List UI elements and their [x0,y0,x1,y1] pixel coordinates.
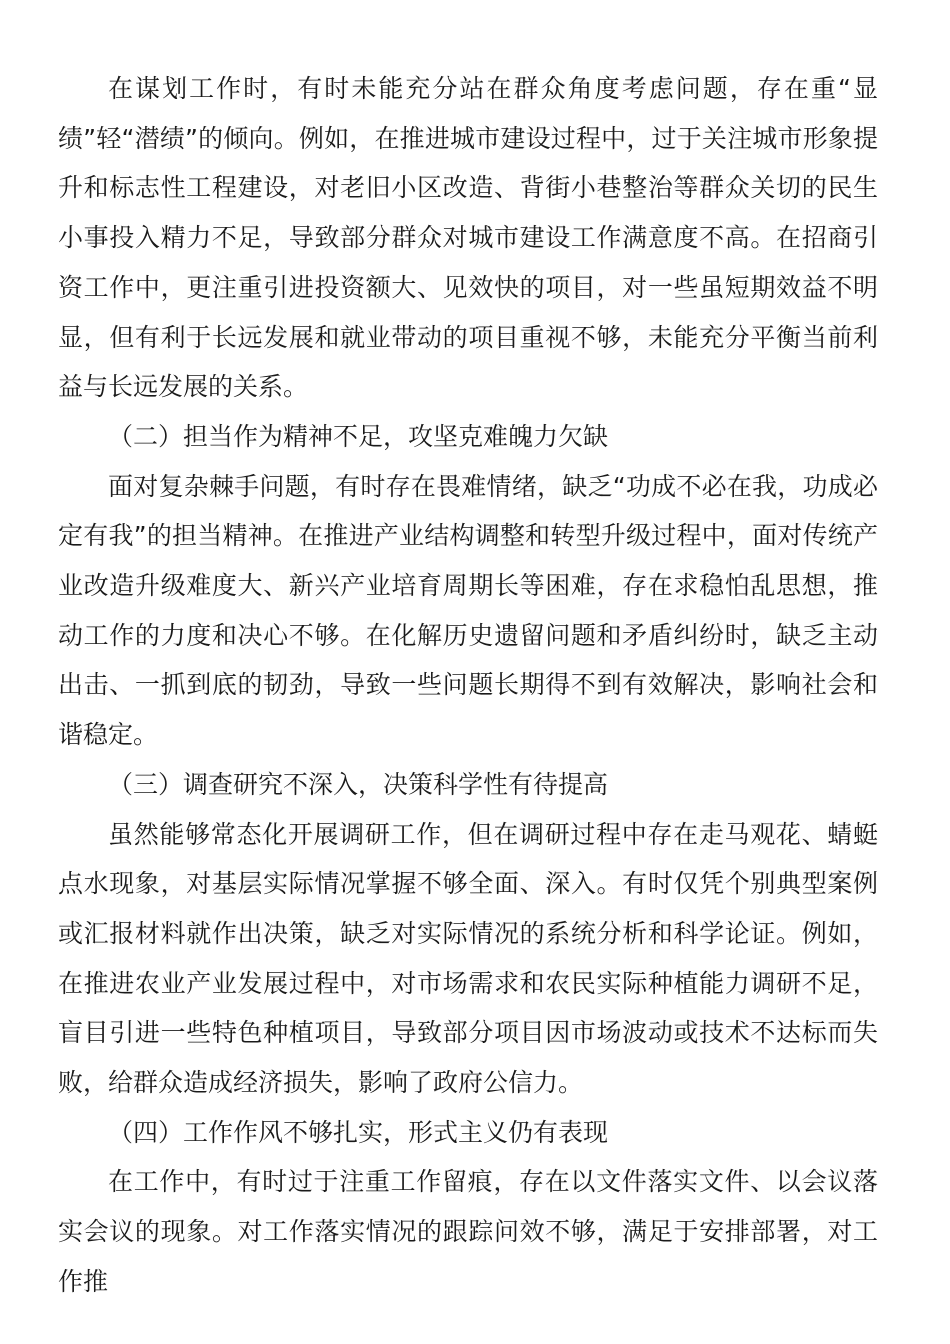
section-heading-4: （四）工作作风不够扎实，形式主义仍有表现 [108,1117,609,1147]
paragraph-responsibility: 面对复杂棘手问题，有时存在畏难情绪，缺乏“功成不必在我，功成必定有我”的担当精神。在推进产业结构调整和转型升级过程中，面对传统产业改造升级难度大、新兴产业培育周期长等困难，存在求稳怕乱思想，推动工作的力度和决心不够。在化解历史遗留问题和矛盾纠纷时，缺乏主动出击、一抓到底的韧劲，导致一些问题长期得不到有效解决，影响社会和谐稳定。 [58,471,878,750]
section-heading-2: （二）担当作为精神不足，攻坚克难魄力欠缺 [108,421,609,451]
document-page [58,64,878,1307]
paragraph-mass-perspective: 在谋划工作时，有时未能充分站在群众角度考虑问题，存在重“显绩”轻“潜绩”的倾向。例如，在推进城市建设过程中，过于关注城市形象提升和标志性工程建设，对老旧小区改造、背街小巷整治等群众关切的民生小事投入精力不足，导致部分群众对城市建设工作满意度不高。在招商引资工作中，更注重引进投资额大、见效快的项目，对一些虽短期效益不明显，但有利于长远发展和就业带动的项目重视不够，未能充分平衡当前利益与长远发展的关系。 [58,74,878,402]
paragraph-research: 虽然能够常态化开展调研工作，但在调研过程中存在走马观花、蜻蜓点水现象，对基层实际情况掌握不够全面、深入。有时仅凭个别典型案例或汇报材料就作出决策，缺乏对实际情况的系统分析和科学论证。例如，在推进农业产业发展过程中，对市场需求和农民实际种植能力调研不足，盲目引进一些特色种植项目，导致部分项目因市场波动或技术不达标而失败，给群众造成经济损失，影响了政府公信力。 [58,819,878,1098]
section-heading-3: （三）调查研究不深入，决策科学性有待提高 [108,769,609,799]
paragraph-work-style: 在工作中，有时过于注重工作留痕，存在以文件落实文件、以会议落实会议的现象。对工作落实情况的跟踪问效不够，满足于安排部署，对工作推 [58,1167,878,1296]
